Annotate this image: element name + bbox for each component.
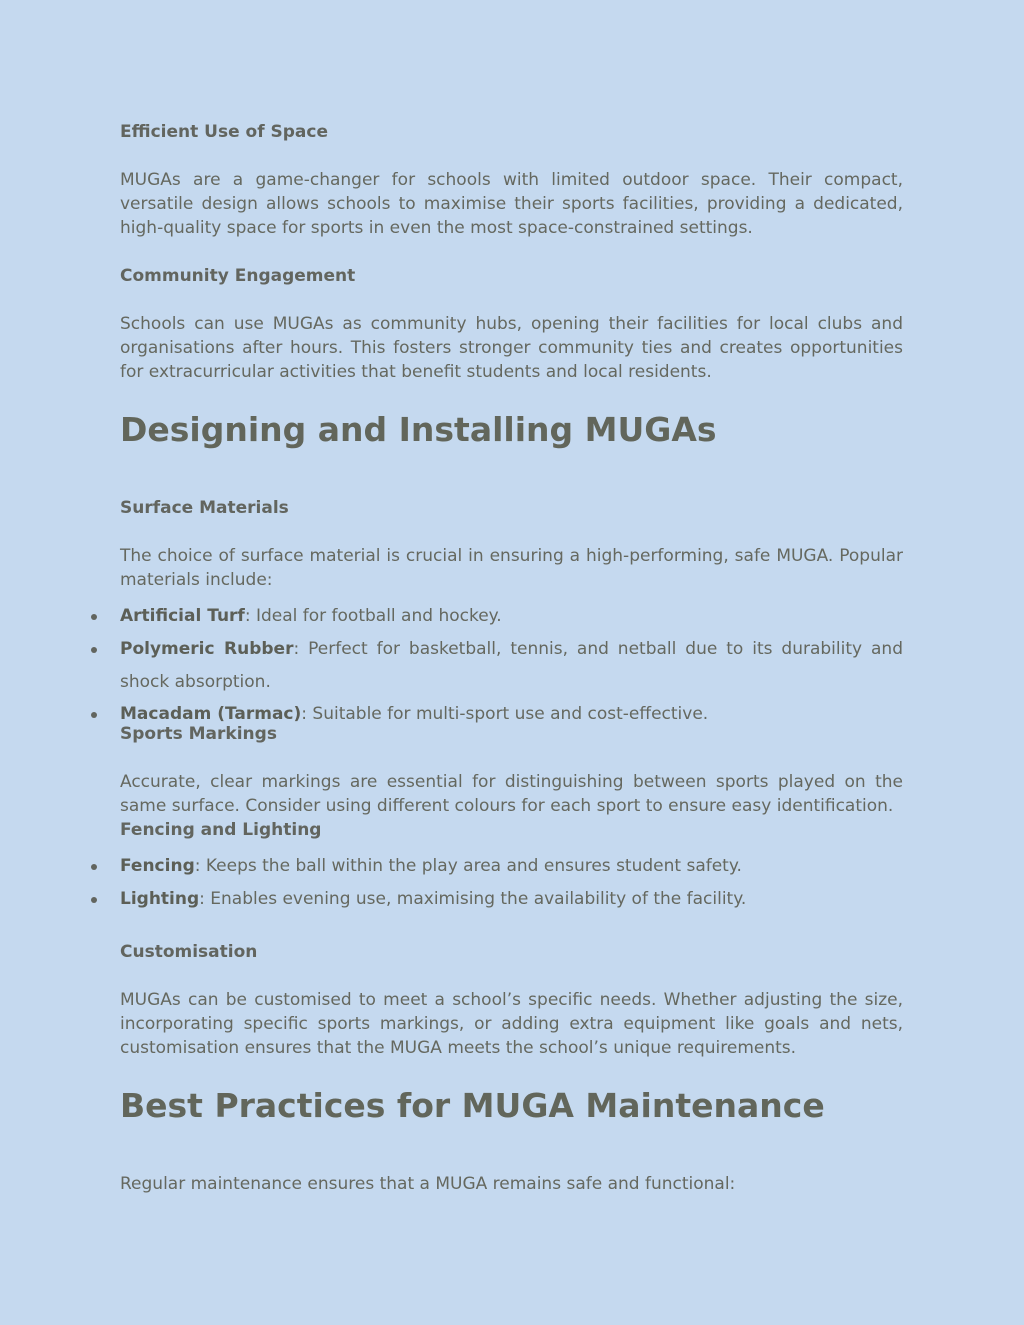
list-item-term: Artificial Turf [120,606,245,626]
list-item-text [120,600,903,633]
paragraph-maintenance: Regular maintenance ensures that a MUGA remains safe and functional: [120,1174,736,1194]
paragraph-efficient-use: MUGAs are a game-changer for schools with limited outdoor space. Their compact, versatile design allows schools to maximise their sports facilities, providing a dedicated, high-quality space for sports in even the most space-constrained settings. [120,170,903,238]
list-item-desc: : Perfect for basketball, tennis, and netball due to its durability and shock absorption. [120,639,903,692]
list-item-text [120,850,903,883]
paragraph-customisation: MUGAs can be customised to meet a school’s specific needs. Whether adjusting the size, incorporating specific sports markings, or adding extra equipment like goals and nets, customisation ensures that the MUGA meets the school’s unique requirements. [120,990,903,1058]
heading-surface-materials: Surface Materials [120,498,289,518]
bullet-icon [91,897,97,903]
title-designing-installing: Designing and Installing MUGAs [120,410,717,449]
list-item-term: Fencing [120,856,195,876]
paragraph-sports-markings: Accurate, clear markings are essential for distinguishing between sports played on the same surface. Consider using different colours for each sport to ensure easy identification. [120,772,903,816]
list-item-text [120,633,903,699]
list-item-term: Macadam (Tarmac) [120,704,302,724]
list-item-text [120,883,903,916]
list-item-desc: : Suitable for multi-sport use and cost-effective. [301,704,709,724]
bullet-icon [91,712,97,718]
heading-community-engagement: Community Engagement [120,266,356,286]
list-item-desc: : Ideal for football and hockey. [244,606,502,626]
title-maintenance: Best Practices for MUGA Maintenance [120,1086,825,1125]
heading-efficient-use: Efficient Use of Space [120,122,329,142]
heading-customisation: Customisation [120,942,258,962]
paragraph-community-engagement: Schools can use MUGAs as community hubs, opening their facilities for local clubs and organisations after hours. This fosters stronger community ties and creates opportunities for extracurricular activities that benefit students and local residents. [120,314,903,382]
list-item-desc: : Keeps the ball within the play area and ensures student safety. [194,856,742,876]
list-item-term: Lighting [120,889,200,909]
list-item-term: Polymeric Rubber [120,639,294,659]
bullet-icon [91,864,97,870]
heading-fencing-lighting: Fencing and Lighting [120,820,322,840]
list-item-desc: : Enables evening use, maximising the availability of the facility. [199,889,747,909]
paragraph-surface-materials: The choice of surface material is crucial in ensuring a high-performing, safe MUGA. Popular materials include: [120,546,903,590]
bullet-icon [91,614,97,620]
bullet-icon [91,647,97,653]
heading-sports-markings: Sports Markings [120,724,277,744]
